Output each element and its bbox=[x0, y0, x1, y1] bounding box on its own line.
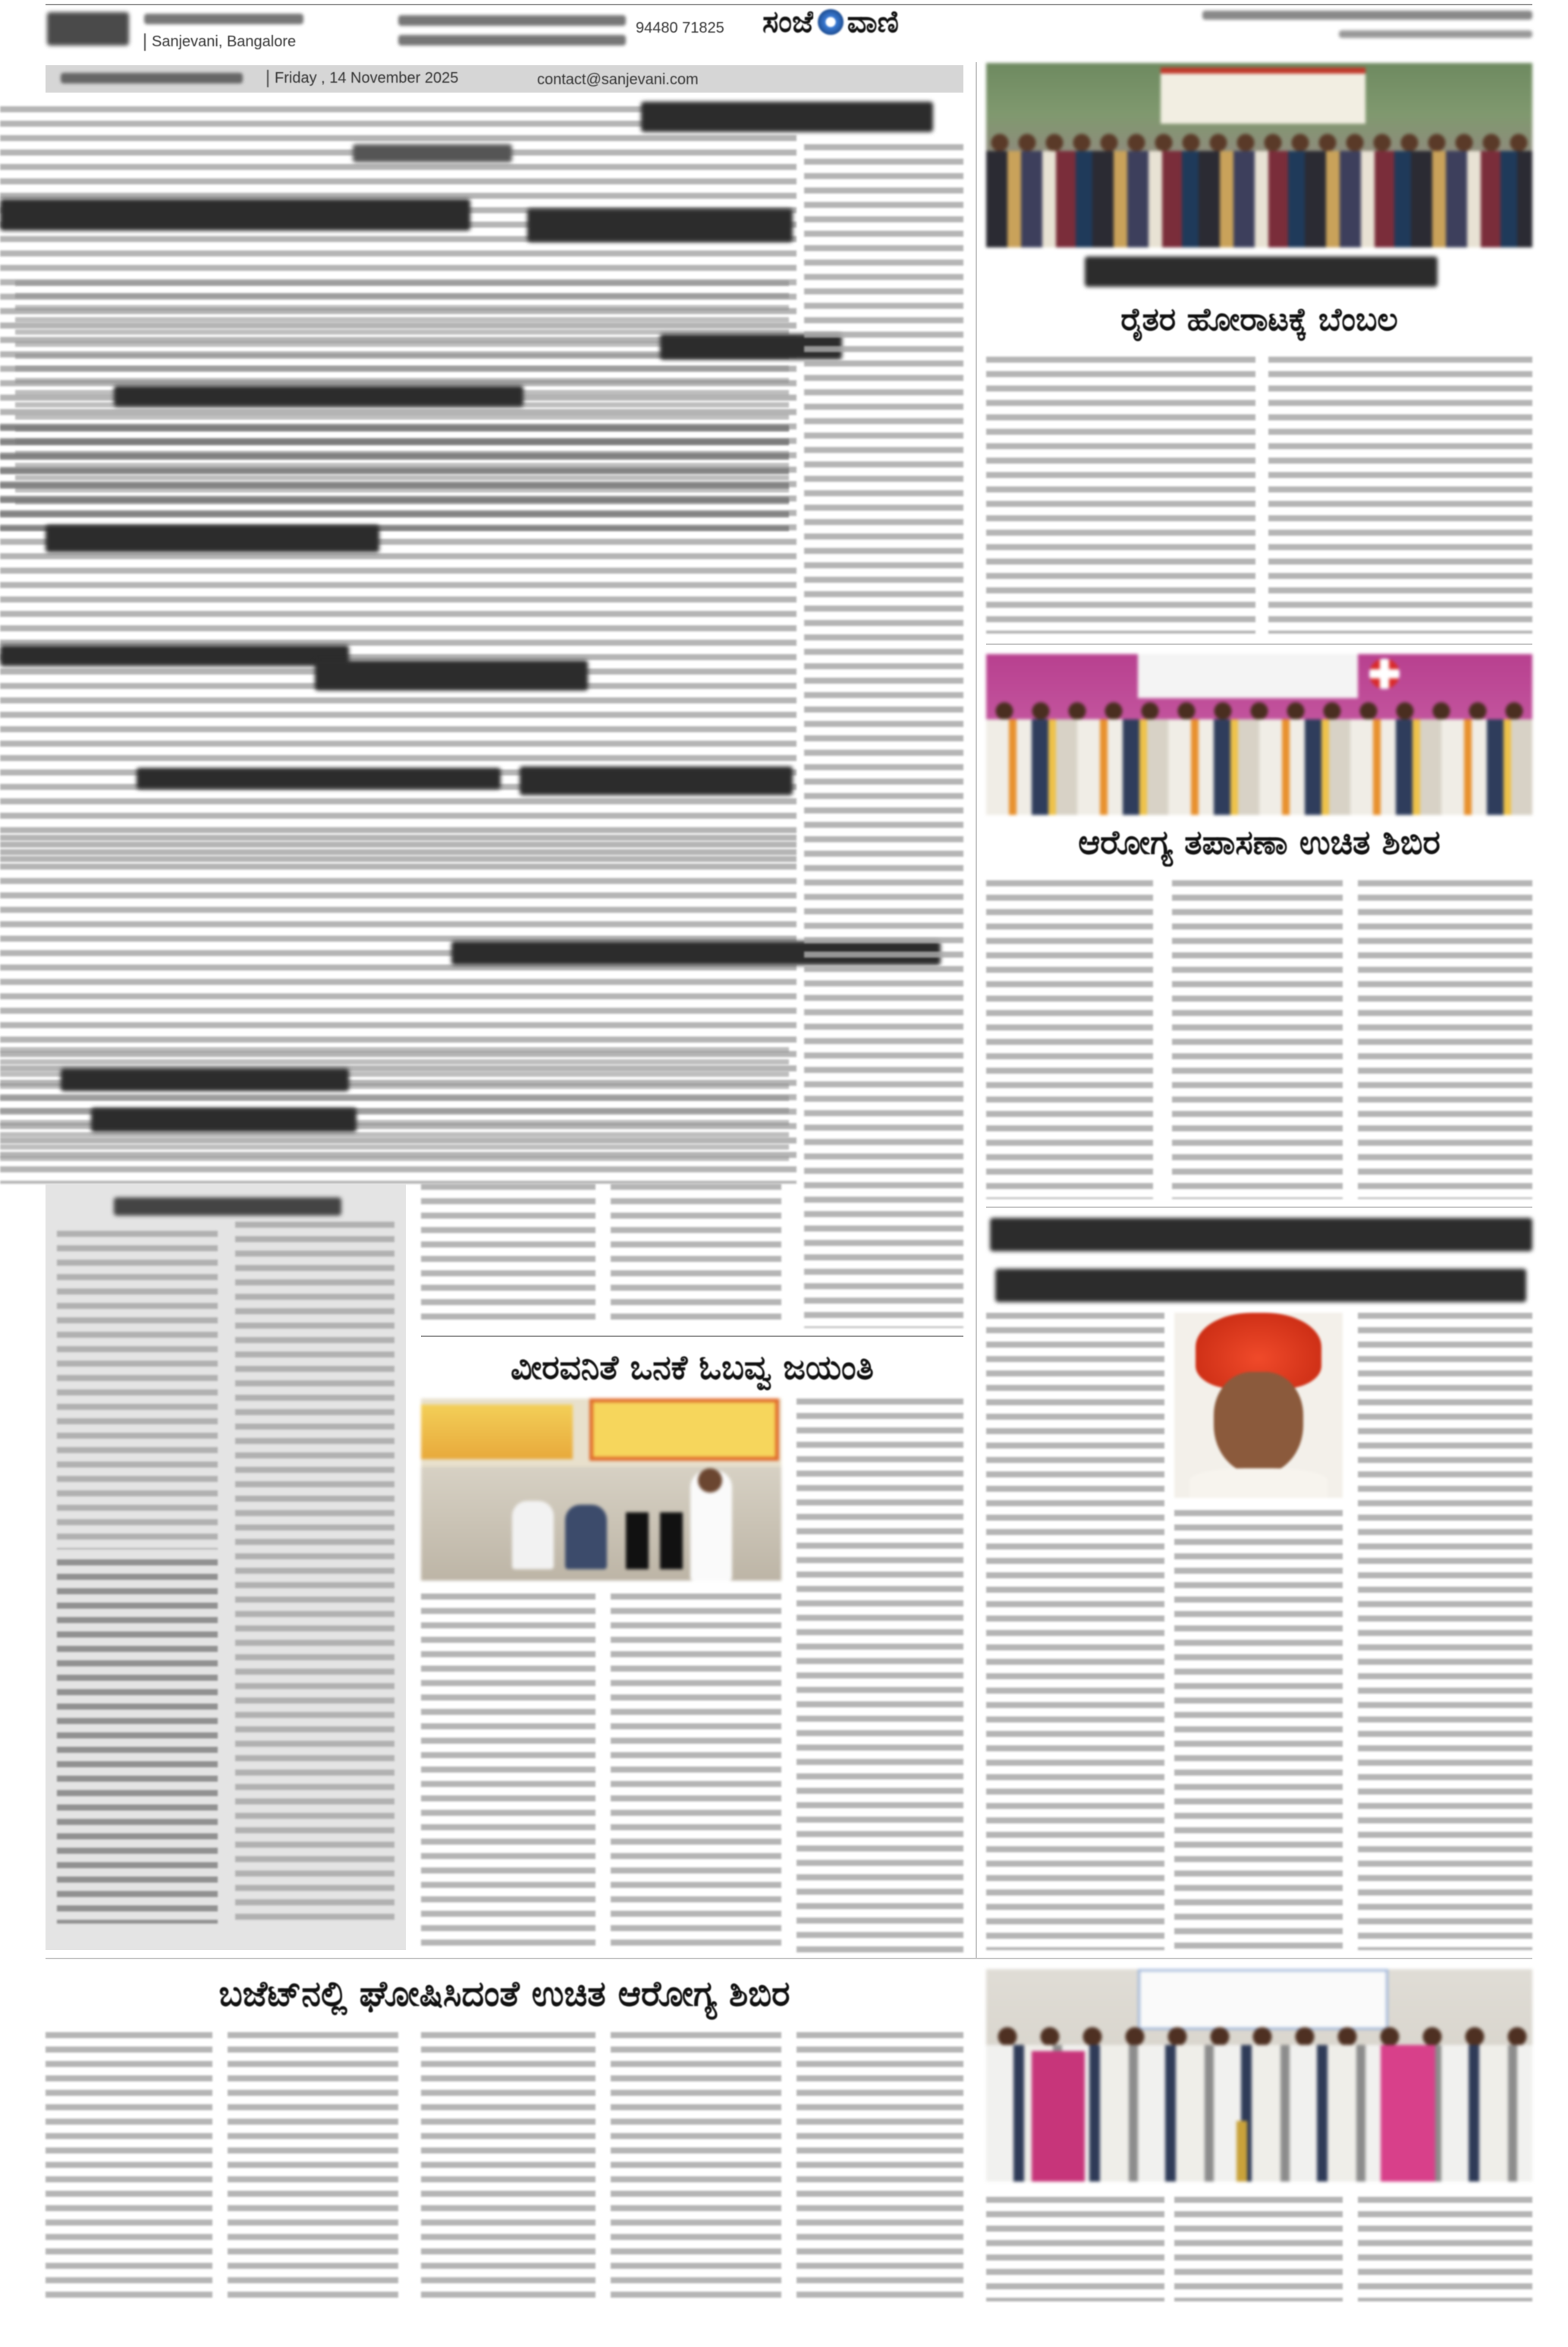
headline-left-8 bbox=[137, 768, 501, 789]
news-photo-right-top bbox=[986, 63, 1532, 247]
text-column-mid-2 bbox=[611, 1184, 781, 1328]
headline-right-lower-line2 bbox=[995, 1269, 1526, 1302]
date-bar-kannada-date bbox=[61, 73, 243, 83]
sidebar-text-left bbox=[57, 1231, 218, 1549]
news-photo-middle bbox=[421, 1398, 781, 1581]
headline-left-5 bbox=[46, 525, 379, 552]
text-column-right-top-1 bbox=[986, 357, 1255, 634]
seated-person-1 bbox=[512, 1501, 554, 1569]
speaker-head bbox=[698, 1468, 722, 1493]
header-kannada-text bbox=[144, 14, 303, 24]
text-column-right-low-2 bbox=[1174, 1510, 1343, 1950]
small-logo bbox=[47, 12, 129, 46]
headline-bottom: ಬಜೆಟ್‌ನಲ್ಲಿ ಘೋಷಿಸಿದಂತೆ ಉಚಿತ ಆರೋಗ್ಯ ಶಿಬಿರ bbox=[218, 1973, 790, 2014]
masthead-emblem-icon bbox=[818, 9, 844, 35]
text-column-right-low-3 bbox=[1358, 1313, 1532, 1950]
date-bar bbox=[46, 65, 963, 93]
text-column-mid-1 bbox=[421, 1184, 595, 1328]
divider-right-1 bbox=[986, 643, 1532, 645]
header-right-text bbox=[1202, 11, 1532, 20]
seated-person-2 bbox=[565, 1505, 607, 1569]
headline-left-11 bbox=[61, 1068, 349, 1091]
text-column-bottom-2 bbox=[228, 2032, 398, 2301]
header-right-text-2 bbox=[1339, 30, 1532, 38]
text-column-bottom-right-3 bbox=[1358, 2197, 1532, 2301]
subhead-top bbox=[353, 144, 512, 162]
text-column-mid-right bbox=[797, 1398, 963, 1952]
text-column-bottom-right-2 bbox=[1174, 2197, 1343, 2301]
event-banner bbox=[1138, 1969, 1388, 2030]
masthead bbox=[762, 5, 952, 50]
sidebar-title bbox=[114, 1197, 341, 1216]
sidebar-text-list bbox=[57, 1559, 218, 1924]
text-block-overlap-3 bbox=[0, 1047, 789, 1161]
headline-right-top-line1 bbox=[1085, 256, 1438, 287]
masthead-text-1: ಸಂಜೆ bbox=[762, 5, 814, 39]
headline-left-6 bbox=[0, 645, 349, 666]
divider-right-2 bbox=[986, 1207, 1532, 1208]
text-column-right-mid-3 bbox=[1358, 880, 1532, 1199]
headline-middle-lower: ವೀರವನಿತೆ ಒನಕೆ ಓಬವ್ವ ಜಯಂತಿ bbox=[511, 1348, 874, 1387]
shirt bbox=[1189, 1468, 1328, 1498]
lamp-stand bbox=[1236, 2121, 1247, 2182]
text-column-top-middle bbox=[804, 144, 963, 1328]
banner-right bbox=[589, 1398, 779, 1461]
text-block-overlap-2 bbox=[0, 425, 789, 531]
text-column-bottom-4 bbox=[611, 2032, 781, 2301]
text-column-mid-below-2 bbox=[611, 1594, 781, 1950]
person-pink-saree-right bbox=[1381, 2045, 1435, 2182]
headline-left-2 bbox=[527, 209, 793, 242]
news-photo-right-middle bbox=[986, 654, 1532, 815]
headline-left-1 bbox=[0, 199, 470, 231]
guests-seated bbox=[986, 719, 1532, 815]
text-column-right-top-2 bbox=[1268, 357, 1532, 634]
divider-middle bbox=[421, 1336, 963, 1337]
header-contact-text bbox=[398, 15, 626, 26]
text-column-bottom-3 bbox=[421, 2032, 595, 2301]
headline-left-12 bbox=[91, 1108, 357, 1132]
text-column-bottom-5 bbox=[797, 2032, 963, 2301]
text-column-right-mid-2 bbox=[1172, 880, 1343, 1199]
text-column-mid-below-1 bbox=[421, 1594, 595, 1950]
sidebar-text-right bbox=[235, 1222, 394, 1927]
masthead-text-2: ವಾಣಿ bbox=[847, 5, 899, 39]
sidebar-box bbox=[46, 1184, 406, 1950]
phone-number: 94480 71825 bbox=[636, 20, 724, 36]
divider-bottom bbox=[46, 1958, 1532, 1959]
portrait-photo bbox=[1174, 1313, 1343, 1498]
headline-right-middle: ಆರೋಗ್ಯ ತಪಾಸಣಾ ಉಚಿತ ಶಿಬಿರ bbox=[1078, 823, 1441, 862]
banner-left bbox=[421, 1405, 573, 1459]
protest-banner bbox=[1161, 68, 1365, 124]
face bbox=[1214, 1372, 1303, 1474]
person-pink-saree-left bbox=[1032, 2051, 1085, 2182]
stage-banner bbox=[1138, 654, 1358, 698]
text-column-bottom-1 bbox=[46, 2032, 212, 2301]
email-label: contact@sanjevani.com bbox=[537, 71, 699, 88]
headline-right-lower-line1 bbox=[990, 1218, 1532, 1251]
text-column-bottom-right-1 bbox=[986, 2197, 1164, 2301]
headline-top-middle bbox=[641, 102, 933, 132]
crowd-bodies bbox=[986, 151, 1532, 247]
text-column-right-mid-1 bbox=[986, 880, 1153, 1199]
text-column-right-low-1 bbox=[986, 1313, 1164, 1950]
headline-left-4 bbox=[114, 385, 523, 407]
headline-right-top-line2: ರೈತರ ಹೋರಾಟಕ್ಕೆ ಬೆಂಬಲ bbox=[1120, 300, 1398, 338]
header-contact-text-2 bbox=[398, 35, 626, 46]
news-photo-bottom bbox=[986, 1969, 1532, 2182]
date-label: Friday , 14 November 2025 bbox=[267, 70, 458, 87]
red-cross-icon bbox=[1369, 659, 1400, 689]
edition-label: Sanjevani, Bangalore bbox=[144, 33, 296, 51]
headline-left-9 bbox=[520, 766, 793, 795]
headline-left-7 bbox=[315, 660, 588, 691]
column-separator bbox=[976, 62, 977, 1959]
